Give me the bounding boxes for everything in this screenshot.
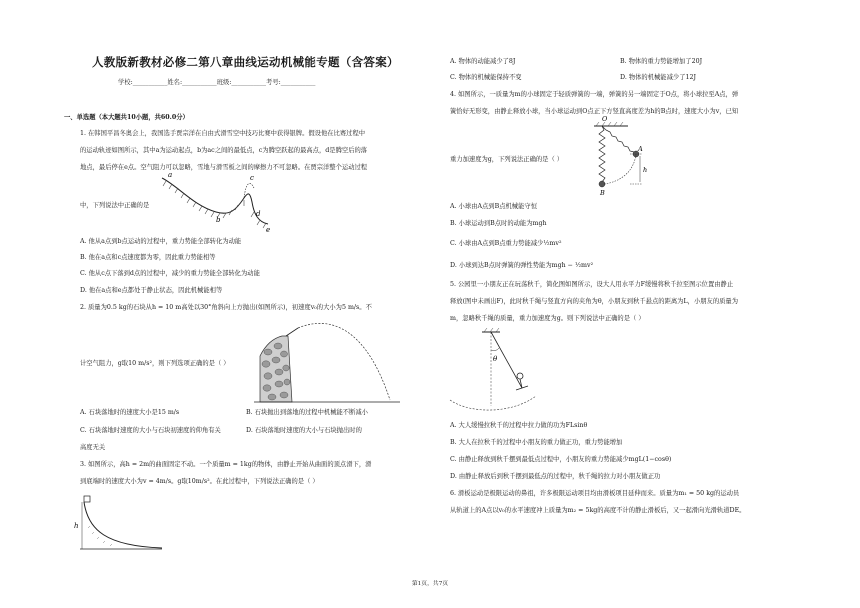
q4-spring-figure bbox=[592, 115, 656, 198]
q2-line2: 计空气阻力，g取10 m/s²，则下列选项正确的是（ ） bbox=[80, 360, 230, 367]
q5-line3: m，忽略秋千绳的质量，重力加速度为g。则下列说法中正确的是（ ） bbox=[450, 315, 645, 322]
q3-option-d: D. 物体的机械能减少了12J bbox=[620, 74, 697, 81]
section-heading: 一、单选题（本大题共10小题，共60.0分） bbox=[64, 114, 189, 121]
q4-line3: 重力加速度为g，下列说法正确的是（ ） bbox=[450, 156, 564, 163]
q4-line1: 4. 如图所示，一质量为m的小球固定于轻质弹簧的一端，弹簧的另一端固定于O点，将小球拉至A点，弹 bbox=[450, 91, 739, 98]
q1-fig-label-b: b bbox=[216, 216, 221, 224]
q4-option-c: C. 小球由A点到B点重力势能减少½mv² bbox=[450, 240, 562, 247]
q1-line2: 的运动轨迹如图所示，其中a为运动起点，b为ac之间的最低点，c为腾空跃起的最高点，d是腾空后的落 bbox=[80, 147, 368, 154]
q1-fig-label-d: d bbox=[256, 210, 261, 218]
q5-line1: 5. 公园里一小朋友正在玩荡秋千，简化图如图所示，设大人用水平力F缓慢将秋千拉至图示位置由静止 bbox=[450, 281, 734, 288]
q6-line2: 从轨道上的A点以v₀的水平速度冲上质量为m₂ = 5kg的高度不计的静止滑板后，又一起滑向光滑轨道DE。 bbox=[450, 507, 746, 514]
q2-option-d-continued: 高度无关 bbox=[80, 444, 106, 451]
page-footer: 第1页，共7页 bbox=[411, 581, 449, 587]
q1-option-a: A. 他从a点到b点运动的过程中，重力势能全部转化为动能 bbox=[80, 238, 242, 245]
q1-option-d: D. 他在a点和e点都处于静止状态，因此机械能相等 bbox=[80, 287, 223, 294]
q5-option-d: D. 由静止释放后到秋千摆到最低点的过程中，秋千绳的拉力对小朋友做正功 bbox=[450, 473, 661, 480]
q3-fig-label-h: h bbox=[74, 522, 79, 530]
q4-fig-label-h: h bbox=[643, 166, 648, 174]
q5-swing-figure bbox=[446, 328, 546, 412]
q1-option-c: C. 他从c点下落到d点的过程中，减少的重力势能全部转化为动能 bbox=[80, 270, 260, 277]
q4-fig-label-a: A bbox=[638, 145, 643, 153]
q4-fig-label-o: O bbox=[602, 115, 608, 123]
q1-ski-track-figure bbox=[158, 172, 270, 232]
q5-option-b: B. 大人在拉秋千的过程中小朋友的重力做正功，重力势能增加 bbox=[450, 439, 623, 446]
q3-option-b: B. 物体的重力势能增加了20J bbox=[620, 58, 703, 65]
q2-option-d: D. 石块落地时速度的大小与石块抛出时的 bbox=[246, 427, 362, 434]
q1-line3: 地点，最后停在e点。空气阻力可以忽略，雪地与滑雪板之间的摩擦力不可忽略。在贾宗洋整个运动过程 bbox=[80, 164, 368, 171]
q3-line1: 3. 如图所示，高h = 2m的曲面固定不动。一个质量m = 1kg的物体，由静止开始从曲面的顶点滑下，滑 bbox=[80, 461, 372, 468]
q5-fig-label-theta: θ bbox=[493, 355, 498, 363]
q1-fig-label-c: c bbox=[250, 174, 254, 182]
student-info-line: 学校:___________姓名:___________班级:___________考号:___________ bbox=[118, 79, 316, 86]
q2-option-b: B. 石块抛出到落地的过程中机械能不断减小 bbox=[246, 409, 368, 416]
q4-option-a: A. 小球由A点到B点机械能守恒 bbox=[450, 203, 537, 210]
q5-line2: 释放(图中未画出F)，此时秋千绳与竖直方向的夹角为θ，小朋友到秋千悬点的距离为L，小朋友的质量为 bbox=[450, 298, 739, 305]
q3-option-c: C. 物体的机械能保持不变 bbox=[450, 74, 522, 81]
q3-line2: 到底端时的速度大小为v = 4m/s。g取10m/s²。在此过程中，下列说法正确的是（ ） bbox=[80, 478, 319, 485]
page-title: 人教版新教材必修二第八章曲线运动机械能专题（含答案） bbox=[92, 55, 399, 69]
q2-line1: 2. 质量为0.5 kg的石块从h = 10 m高处以30°角斜向上方抛出(如图所示)，初速度v₀的大小为5 m/s。不 bbox=[80, 304, 372, 311]
q4-fig-label-b: B bbox=[600, 189, 605, 197]
q2-projectile-figure bbox=[252, 322, 402, 406]
q4-option-d: D. 小球到达B点时弹簧的弹性势能为mgh − ½mv² bbox=[450, 262, 594, 269]
q3-curved-surface-figure bbox=[74, 494, 164, 554]
q2-option-c: C. 石块落地时速度的大小与石块初速度的仰角有关 bbox=[80, 427, 221, 434]
q1-option-b: B. 他在a点和c点速度都为零，因此重力势能相等 bbox=[80, 254, 216, 261]
q5-option-a: A. 大人缓慢拉秋千的过程中拉力做的功为FLsinθ bbox=[450, 422, 588, 429]
q1-line4: 中，下列说法中正确的是 bbox=[80, 202, 150, 209]
q1-line1: 1. 在韩国平昌冬奥会上，我国选手贾宗洋在自由式滑雪空中技巧比赛中获得银牌。假设他在比赛过程中 bbox=[80, 130, 366, 137]
q5-option-c: C. 由静止释放到秋千摆到最低点过程中，小朋友的重力势能减少mgL(1−cosθ) bbox=[450, 456, 672, 463]
q1-fig-label-e: e bbox=[266, 226, 271, 234]
q6-line1: 6. 滑板运动是极限运动的鼻祖，许多极限运动项目均由滑板项目延伸而来。质量为m₁ = 50 kg的运动员 bbox=[450, 490, 740, 497]
q3-option-a: A. 物体的动能减少了8J bbox=[450, 58, 516, 65]
q4-option-b: B. 小球运动到B点时的动能为mgh bbox=[450, 220, 547, 227]
q2-option-a: A. 石块落地时的速度大小是15 m/s bbox=[80, 409, 180, 416]
q1-fig-label-a: a bbox=[168, 171, 173, 179]
q4-line2: 簧恰好无形变，由静止释放小球，当小球运动到O点正下方竖直高度差为h的B点时，速度大小为v，已知 bbox=[450, 108, 739, 115]
